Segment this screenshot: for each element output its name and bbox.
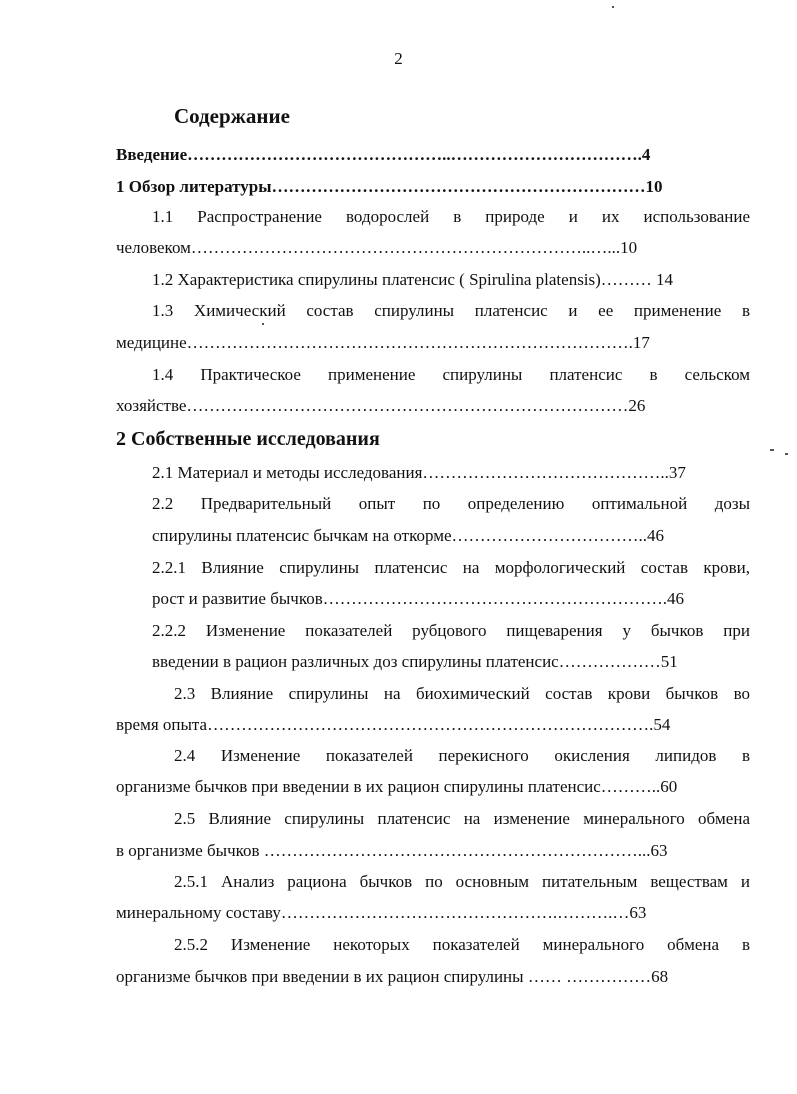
toc-entry-chapter-2: 2 Собственные исследования (116, 428, 380, 450)
toc-entry-2-5-2-line1: 2.5.2 Изменение некоторых показателей минерального обмена в (174, 935, 750, 954)
toc-entry-2-1: 2.1 Материал и методы исследования……………………………………..37 (152, 463, 686, 482)
toc-entry-2-5-line1: 2.5 Влияние спирулины платенсис на изменение минерального обмена (174, 809, 750, 828)
toc-entry-2-4-line1: 2.4 Изменение показателей перекисного окисления липидов в (174, 746, 750, 765)
toc-entry-chapter-1: 1 Обзор литературы…………………………………………………………10 (116, 177, 663, 196)
toc-entry-2-5-1-line2: минеральному составу………………………………………….……….…63 (116, 903, 647, 922)
toc-entry-2-2-2-line2: введении в рацион различных доз спирулины платенсис………………51 (152, 652, 678, 671)
scan-speck (785, 453, 788, 455)
toc-entry-2-3-line2: время опыта…………………………………………………………………….54 (116, 715, 671, 734)
toc-entry-1-4-line1: 1.4 Практическое применение спирулины платенсис в сельском (152, 365, 750, 384)
toc-entry-2-5-line2: в организме бычков …………………………………………………………...63 (116, 841, 668, 860)
toc-entry-2-3-line1: 2.3 Влияние спирулины на биохимический состав крови бычков во (174, 684, 750, 703)
toc-entry-1-2: 1.2 Характеристика спирулины платенсис ( Spirulina platensis)……… 14 (152, 270, 674, 289)
toc-entry-2-2-line1: 2.2 Предварительный опыт по определению оптимальной дозы (152, 494, 750, 513)
toc-entry-1-4-line2: хозяйстве……………………………………………………………………26 (116, 396, 646, 415)
scan-speck (262, 323, 264, 325)
toc-entry-2-2-2-line1: 2.2.2 Изменение показателей рубцового пищеварения у бычков при (152, 621, 750, 640)
page-number: 2 (394, 49, 403, 68)
page-title: Содержание (174, 104, 290, 128)
toc-entry-1-3-line1: 1.3 Химический состав спирулины платенсис и ее применение в (152, 301, 750, 320)
toc-entry-2-5-2-line2: организме бычков при введении в их рацион спирулины …… ……………68 (116, 967, 669, 986)
toc-entry-2-2-1-line2: рост и развитие бычков…………………………………………………….46 (152, 589, 684, 608)
toc-entry-2-2-1-line1: 2.2.1 Влияние спирулины платенсис на морфологический состав крови, (152, 558, 750, 577)
scan-speck (612, 6, 614, 8)
toc-entry-1-1-line2: человеком……………………………………………………………..…...10 (116, 238, 638, 257)
scan-speck (770, 449, 774, 451)
toc-entry-intro: Введение………………………………………..…………………………….4 (116, 145, 651, 164)
toc-entry-1-3-line2: медицине…………………………………………………………………….17 (116, 333, 650, 352)
toc-entry-2-4-line2: организме бычков при введении в их рацион спирулины платенсис………..60 (116, 777, 678, 796)
toc-entry-2-5-1-line1: 2.5.1 Анализ рациона бычков по основным питательным веществам и (174, 872, 750, 891)
toc-entry-1-1-line1: 1.1 Распространение водорослей в природе и их использование (152, 207, 750, 226)
toc-entry-2-2-line2: спирулины платенсис бычкам на откорме……………………………..46 (152, 526, 665, 545)
